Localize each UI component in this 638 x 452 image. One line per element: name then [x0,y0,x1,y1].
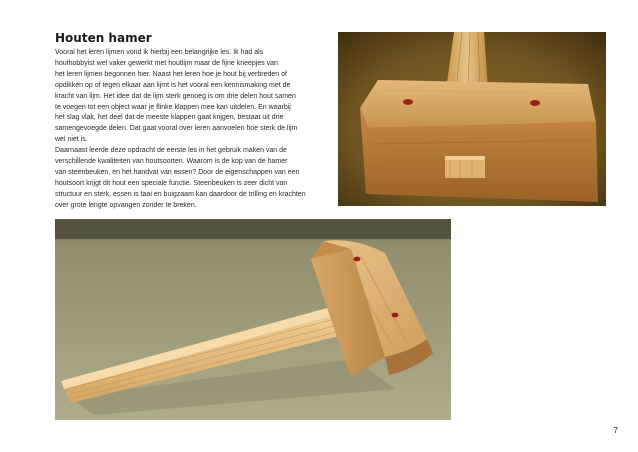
paragraph-line: Daarnaast leerde deze opdracht de eerste les in het gebruik maken van de [55,147,287,155]
paragraph-line: het slag vlak, het deel dat de meeste klappen gaat krijgen, bestaat uit drie [55,114,284,122]
hammer-head-closeup-photo [338,32,606,206]
body-paragraph [55,48,327,212]
paragraph-line: opdikken op of tegen elkaar aan lijmt is het vooral een kennismaking met de [55,81,291,89]
page-title: Houten hamer [55,31,152,45]
paragraph-line: Vooral het leren lijmen vond ik hierbij een belangrijke les. Ik had als [55,49,264,56]
hammer-head-closeup-illustration [338,32,606,206]
wooden-mallet-illustration [55,219,451,420]
paragraph-line: wel niet is. [55,136,88,144]
paragraph-line: verschillende kwaliteiten van houtsoorten. Waarom is de kop van de hamer [55,158,288,166]
paragraph-line: kracht van lijm. Het idee dat de lijm sterk genoeg is om drie delen hout samen [55,92,296,100]
paragraph-line: van steenbeuken, en het handvat van essen? Door de eigenschappen van een [55,168,300,176]
paragraph-line: het leren lijmen begonnen hier. Naast het leren hoe je hout bij verbreden of [55,70,287,78]
paragraph-line: structuur en sterk, essen is taai en buigzaam kan daardoor de trilling en krachten [55,190,306,198]
paragraph-line: te voegen tot een object waar je flinke klappen mee kan uitdelen. En waarbij [55,103,291,111]
paragraph-line: houtsoort krijgt dit hout een speciale functie. Steenbeuken is zeer dicht van [55,179,288,187]
paragraph-line: over grote lengte opvangen zonder te breken. [55,201,197,209]
paragraph-line: samengevoegde delen. Dat gaat vooral over leren aanvoelen hoe sterk de lijm [55,125,298,133]
wooden-mallet-photo [55,219,451,420]
page-number: 7 [613,426,618,435]
paragraph-line: houthobbyist wel vaker gewerkt met houtlijm maar de fijne kneepjes van [55,59,278,67]
